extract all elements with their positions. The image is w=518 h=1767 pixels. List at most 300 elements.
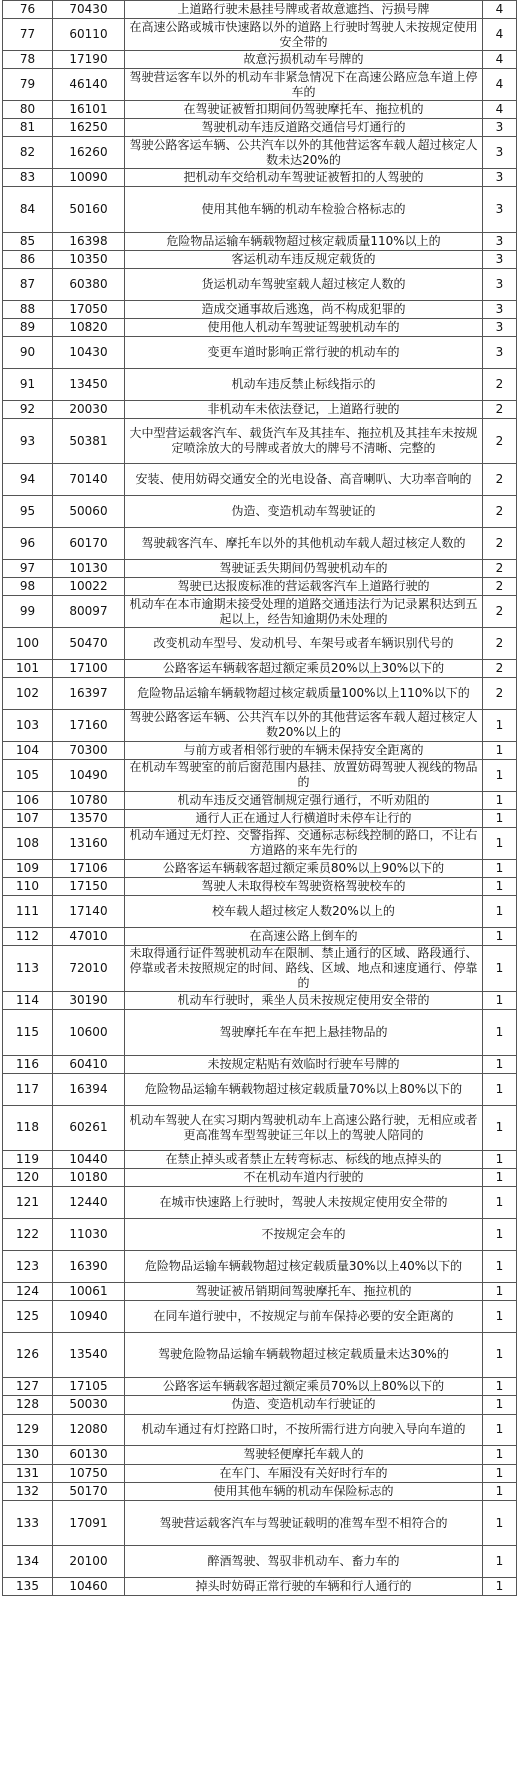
violation-code: 60110 bbox=[53, 19, 125, 51]
table-row bbox=[3, 119, 517, 137]
table-row bbox=[3, 677, 517, 709]
row-number: 85 bbox=[3, 232, 53, 250]
table-row bbox=[3, 19, 517, 51]
violation-code: 10780 bbox=[53, 791, 125, 809]
table-row bbox=[3, 759, 517, 791]
row-number: 128 bbox=[3, 1396, 53, 1414]
table-row bbox=[3, 1500, 517, 1545]
row-number: 76 bbox=[3, 1, 53, 19]
violation-count: 3 bbox=[483, 337, 517, 369]
table-row bbox=[3, 1482, 517, 1500]
table-row bbox=[3, 1332, 517, 1377]
violation-code: 60170 bbox=[53, 528, 125, 560]
table-row bbox=[3, 1578, 517, 1596]
table-row bbox=[3, 1055, 517, 1073]
violation-code: 70140 bbox=[53, 464, 125, 496]
violation-description: 使用其他车辆的机动车检验合格标志的 bbox=[125, 187, 483, 232]
violation-description: 变更车道时影响正常行驶的机动车的 bbox=[125, 337, 483, 369]
table-row bbox=[3, 1251, 517, 1283]
violation-description: 在高速公路上倒车的 bbox=[125, 927, 483, 945]
row-number: 132 bbox=[3, 1482, 53, 1500]
table-row bbox=[3, 69, 517, 101]
violation-code: 13540 bbox=[53, 1332, 125, 1377]
table-row bbox=[3, 1169, 517, 1187]
violation-code: 13160 bbox=[53, 827, 125, 859]
row-number: 93 bbox=[3, 419, 53, 464]
violation-count: 2 bbox=[483, 659, 517, 677]
table-row bbox=[3, 877, 517, 895]
table-row bbox=[3, 528, 517, 560]
violation-code: 47010 bbox=[53, 927, 125, 945]
violation-code: 20100 bbox=[53, 1546, 125, 1578]
violation-description: 在同车道行驶中，不按规定与前车保持必要的安全距离的 bbox=[125, 1301, 483, 1333]
row-number: 94 bbox=[3, 464, 53, 496]
table-row bbox=[3, 1378, 517, 1396]
violation-description: 公路客运车辆载客超过额定乘员20%以上30%以下的 bbox=[125, 659, 483, 677]
violation-code: 10490 bbox=[53, 759, 125, 791]
row-number: 92 bbox=[3, 400, 53, 418]
violation-description: 客运机动车违反规定载货的 bbox=[125, 250, 483, 268]
table-row bbox=[3, 628, 517, 660]
table-row bbox=[3, 1219, 517, 1251]
row-number: 133 bbox=[3, 1500, 53, 1545]
violation-code: 16397 bbox=[53, 677, 125, 709]
row-number: 96 bbox=[3, 528, 53, 560]
violation-code: 60380 bbox=[53, 269, 125, 301]
row-number: 119 bbox=[3, 1151, 53, 1169]
violation-count: 1 bbox=[483, 946, 517, 992]
row-number: 79 bbox=[3, 69, 53, 101]
violation-description: 大中型营运载客汽车、载货汽车及其挂车、拖拉机及其挂车未按规定喷涂放大的号牌或者放大的牌号不清晰、完整的 bbox=[125, 419, 483, 464]
row-number: 123 bbox=[3, 1251, 53, 1283]
violation-count: 1 bbox=[483, 1500, 517, 1545]
violation-code: 60410 bbox=[53, 1055, 125, 1073]
violation-count: 1 bbox=[483, 827, 517, 859]
violation-count: 1 bbox=[483, 1482, 517, 1500]
violation-code: 10180 bbox=[53, 1169, 125, 1187]
violation-description: 驾驶危险物品运输车辆载物超过核定载质量未达30%的 bbox=[125, 1332, 483, 1377]
row-number: 110 bbox=[3, 877, 53, 895]
violation-description: 安装、使用妨碍交通安全的光电设备、高音喇叭、大功率音响的 bbox=[125, 464, 483, 496]
violation-count: 1 bbox=[483, 791, 517, 809]
table-row bbox=[3, 1282, 517, 1300]
violation-description: 在高速公路或城市快速路以外的道路上行驶时驾驶人未按规定使用安全带的 bbox=[125, 19, 483, 51]
violation-code: 12080 bbox=[53, 1414, 125, 1446]
violation-code: 16101 bbox=[53, 100, 125, 118]
violation-description: 驾驶机动车违反道路交通信号灯通行的 bbox=[125, 119, 483, 137]
violation-code: 17105 bbox=[53, 1378, 125, 1396]
violation-code: 16260 bbox=[53, 137, 125, 169]
table-row bbox=[3, 791, 517, 809]
row-number: 118 bbox=[3, 1105, 53, 1150]
violation-description: 驾驶载客汽车、摩托车以外的其他机动车载人超过核定人数的 bbox=[125, 528, 483, 560]
table-row bbox=[3, 496, 517, 528]
row-number: 108 bbox=[3, 827, 53, 859]
violation-description: 非机动车未依法登记，上道路行驶的 bbox=[125, 400, 483, 418]
violation-description: 公路客运车辆载客超过额定乘员80%以上90%以下的 bbox=[125, 859, 483, 877]
table-row bbox=[3, 100, 517, 118]
table-row bbox=[3, 1301, 517, 1333]
violation-description: 不按规定会车的 bbox=[125, 1219, 483, 1251]
table-row bbox=[3, 1464, 517, 1482]
violation-description: 驾驶人未取得校车驾驶资格驾驶校车的 bbox=[125, 877, 483, 895]
violation-description: 不在机动车道内行驶的 bbox=[125, 1169, 483, 1187]
violation-description: 在车门、车厢没有关好时行车的 bbox=[125, 1464, 483, 1482]
row-number: 87 bbox=[3, 269, 53, 301]
row-number: 86 bbox=[3, 250, 53, 268]
row-number: 97 bbox=[3, 559, 53, 577]
violation-description: 机动车行驶时，乘坐人员未按规定使用安全带的 bbox=[125, 992, 483, 1010]
violation-description: 驾驶证被吊销期间驾驶摩托车、拖拉机的 bbox=[125, 1282, 483, 1300]
row-number: 103 bbox=[3, 709, 53, 741]
violation-count: 2 bbox=[483, 419, 517, 464]
violation-code: 17190 bbox=[53, 50, 125, 68]
violation-table bbox=[2, 0, 517, 1596]
violation-count: 1 bbox=[483, 809, 517, 827]
violation-description: 驾驶已达报废标准的营运载客汽车上道路行驶的 bbox=[125, 578, 483, 596]
violation-count: 1 bbox=[483, 927, 517, 945]
row-number: 112 bbox=[3, 927, 53, 945]
table-row bbox=[3, 187, 517, 232]
violation-count: 2 bbox=[483, 578, 517, 596]
violation-code: 10940 bbox=[53, 1301, 125, 1333]
row-number: 127 bbox=[3, 1378, 53, 1396]
table-row bbox=[3, 400, 517, 418]
violation-code: 70430 bbox=[53, 1, 125, 19]
row-number: 89 bbox=[3, 319, 53, 337]
row-number: 109 bbox=[3, 859, 53, 877]
violation-description: 未取得通行证件驾驶机动车在限制、禁止通行的区域、路段通行、停靠或者未按照规定的时间、路线、区域、地点和速度通行、停靠的 bbox=[125, 946, 483, 992]
violation-description: 机动车违反禁止标线指示的 bbox=[125, 369, 483, 401]
violation-description: 驾驶营运客车以外的机动车非紧急情况下在高速公路应急车道上停车的 bbox=[125, 69, 483, 101]
row-number: 83 bbox=[3, 169, 53, 187]
table-row bbox=[3, 137, 517, 169]
row-number: 115 bbox=[3, 1010, 53, 1055]
violation-count: 1 bbox=[483, 1546, 517, 1578]
violation-count: 1 bbox=[483, 759, 517, 791]
violation-description: 危险物品运输车辆载物超过核定载质量100%以上110%以下的 bbox=[125, 677, 483, 709]
table-row bbox=[3, 1446, 517, 1464]
row-number: 78 bbox=[3, 50, 53, 68]
violation-description: 在驾驶证被暂扣期间仍驾驶摩托车、拖拉机的 bbox=[125, 100, 483, 118]
violation-description: 危险物品运输车辆载物超过核定载质量70%以上80%以下的 bbox=[125, 1073, 483, 1105]
table-row bbox=[3, 1396, 517, 1414]
violation-description: 危险物品运输车辆载物超过核定载质量30%以上40%以下的 bbox=[125, 1251, 483, 1283]
violation-code: 60261 bbox=[53, 1105, 125, 1150]
violation-description: 未按规定粘贴有效临时行驶车号牌的 bbox=[125, 1055, 483, 1073]
violation-count: 1 bbox=[483, 1464, 517, 1482]
violation-count: 2 bbox=[483, 464, 517, 496]
table-row bbox=[3, 741, 517, 759]
table-row bbox=[3, 300, 517, 318]
violation-count: 4 bbox=[483, 100, 517, 118]
violation-code: 10600 bbox=[53, 1010, 125, 1055]
violation-description: 驾驶营运载客汽车与驾驶证载明的准驾车型不相符合的 bbox=[125, 1500, 483, 1545]
row-number: 95 bbox=[3, 496, 53, 528]
violation-code: 11030 bbox=[53, 1219, 125, 1251]
violation-description: 造成交通事故后逃逸，尚不构成犯罪的 bbox=[125, 300, 483, 318]
violation-code: 60130 bbox=[53, 1446, 125, 1464]
violation-description: 驾驶证丢失期间仍驾驶机动车的 bbox=[125, 559, 483, 577]
table-row bbox=[3, 1151, 517, 1169]
violation-count: 2 bbox=[483, 596, 517, 628]
violation-count: 1 bbox=[483, 1151, 517, 1169]
row-number: 106 bbox=[3, 791, 53, 809]
violation-description: 醉酒驾驶、驾驭非机动车、畜力车的 bbox=[125, 1546, 483, 1578]
table-row bbox=[3, 809, 517, 827]
violation-count: 2 bbox=[483, 528, 517, 560]
violation-count: 1 bbox=[483, 859, 517, 877]
violation-description: 使用他人机动车驾驶证驾驶机动车的 bbox=[125, 319, 483, 337]
violation-code: 50470 bbox=[53, 628, 125, 660]
violation-description: 机动车违反交通管制规定强行通行，不听劝阻的 bbox=[125, 791, 483, 809]
violation-count: 3 bbox=[483, 119, 517, 137]
row-number: 114 bbox=[3, 992, 53, 1010]
table-row bbox=[3, 1105, 517, 1150]
table-body bbox=[3, 1, 517, 1596]
violation-count: 2 bbox=[483, 369, 517, 401]
violation-count: 4 bbox=[483, 50, 517, 68]
row-number: 121 bbox=[3, 1187, 53, 1219]
violation-description: 把机动车交给机动车驾驶证被暂扣的人驾驶的 bbox=[125, 169, 483, 187]
violation-code: 70300 bbox=[53, 741, 125, 759]
table-row bbox=[3, 709, 517, 741]
row-number: 80 bbox=[3, 100, 53, 118]
row-number: 100 bbox=[3, 628, 53, 660]
table-row bbox=[3, 1, 517, 19]
violation-code: 50170 bbox=[53, 1482, 125, 1500]
row-number: 120 bbox=[3, 1169, 53, 1187]
violation-code: 80097 bbox=[53, 596, 125, 628]
violation-count: 1 bbox=[483, 1446, 517, 1464]
violation-code: 10460 bbox=[53, 1578, 125, 1596]
table-row bbox=[3, 927, 517, 945]
violation-code: 46140 bbox=[53, 69, 125, 101]
violation-count: 1 bbox=[483, 1105, 517, 1150]
row-number: 124 bbox=[3, 1282, 53, 1300]
table-row bbox=[3, 1073, 517, 1105]
violation-count: 1 bbox=[483, 1055, 517, 1073]
violation-code: 10440 bbox=[53, 1151, 125, 1169]
table-row bbox=[3, 319, 517, 337]
violation-count: 3 bbox=[483, 250, 517, 268]
row-number: 88 bbox=[3, 300, 53, 318]
violation-count: 1 bbox=[483, 877, 517, 895]
violation-description: 伪造、变造机动车驾驶证的 bbox=[125, 496, 483, 528]
table-row bbox=[3, 50, 517, 68]
row-number: 102 bbox=[3, 677, 53, 709]
violation-code: 17100 bbox=[53, 659, 125, 677]
violation-count: 4 bbox=[483, 1, 517, 19]
violation-code: 50060 bbox=[53, 496, 125, 528]
violation-code: 17150 bbox=[53, 877, 125, 895]
row-number: 134 bbox=[3, 1546, 53, 1578]
violation-count: 3 bbox=[483, 232, 517, 250]
violation-code: 30190 bbox=[53, 992, 125, 1010]
violation-description: 上道路行驶未悬挂号牌或者故意遮挡、污损号牌 bbox=[125, 1, 483, 19]
row-number: 81 bbox=[3, 119, 53, 137]
violation-code: 10090 bbox=[53, 169, 125, 187]
violation-count: 3 bbox=[483, 169, 517, 187]
violation-description: 伪造、变造机动车行驶证的 bbox=[125, 1396, 483, 1414]
violation-count: 3 bbox=[483, 319, 517, 337]
table-row bbox=[3, 896, 517, 928]
table-row bbox=[3, 559, 517, 577]
violation-count: 4 bbox=[483, 69, 517, 101]
violation-count: 2 bbox=[483, 559, 517, 577]
table-row bbox=[3, 578, 517, 596]
violation-description: 机动车在本市逾期未接受处理的道路交通违法行为记录累积达到五起以上，经告知逾期仍未处理的 bbox=[125, 596, 483, 628]
violation-count: 1 bbox=[483, 1378, 517, 1396]
violation-count: 2 bbox=[483, 677, 517, 709]
violation-description: 驾驶轻便摩托车载人的 bbox=[125, 1446, 483, 1464]
row-number: 98 bbox=[3, 578, 53, 596]
row-number: 99 bbox=[3, 596, 53, 628]
row-number: 111 bbox=[3, 896, 53, 928]
row-number: 90 bbox=[3, 337, 53, 369]
violation-count: 1 bbox=[483, 1187, 517, 1219]
table-row bbox=[3, 1010, 517, 1055]
violation-description: 驾驶公路客运车辆、公共汽车以外的其他营运客车载人超过核定人数未达20%的 bbox=[125, 137, 483, 169]
violation-code: 12440 bbox=[53, 1187, 125, 1219]
table-row bbox=[3, 464, 517, 496]
row-number: 107 bbox=[3, 809, 53, 827]
table-row bbox=[3, 269, 517, 301]
violation-description: 驾驶摩托车在车把上悬挂物品的 bbox=[125, 1010, 483, 1055]
violation-count: 1 bbox=[483, 741, 517, 759]
table-row bbox=[3, 337, 517, 369]
violation-code: 17106 bbox=[53, 859, 125, 877]
table-row bbox=[3, 419, 517, 464]
row-number: 125 bbox=[3, 1301, 53, 1333]
violation-count: 1 bbox=[483, 1301, 517, 1333]
violation-code: 17091 bbox=[53, 1500, 125, 1545]
violation-code: 10022 bbox=[53, 578, 125, 596]
row-number: 113 bbox=[3, 946, 53, 992]
violation-description: 改变机动车型号、发动机号、车架号或者车辆识别代号的 bbox=[125, 628, 483, 660]
violation-count: 3 bbox=[483, 137, 517, 169]
violation-count: 1 bbox=[483, 1578, 517, 1596]
row-number: 135 bbox=[3, 1578, 53, 1596]
violation-count: 2 bbox=[483, 496, 517, 528]
violation-description: 与前方或者相邻行驶的车辆未保持安全距离的 bbox=[125, 741, 483, 759]
row-number: 91 bbox=[3, 369, 53, 401]
violation-description: 掉头时妨碍正常行驶的车辆和行人通行的 bbox=[125, 1578, 483, 1596]
violation-code: 10350 bbox=[53, 250, 125, 268]
row-number: 126 bbox=[3, 1332, 53, 1377]
violation-description: 在禁止掉头或者禁止左转弯标志、标线的地点掉头的 bbox=[125, 1151, 483, 1169]
violation-description: 故意污损机动车号牌的 bbox=[125, 50, 483, 68]
row-number: 131 bbox=[3, 1464, 53, 1482]
violation-count: 1 bbox=[483, 1414, 517, 1446]
violation-code: 10130 bbox=[53, 559, 125, 577]
table-row bbox=[3, 232, 517, 250]
violation-count: 1 bbox=[483, 1396, 517, 1414]
violation-count: 2 bbox=[483, 628, 517, 660]
table-row bbox=[3, 1187, 517, 1219]
violation-code: 13450 bbox=[53, 369, 125, 401]
row-number: 130 bbox=[3, 1446, 53, 1464]
table-row bbox=[3, 946, 517, 992]
violation-code: 10430 bbox=[53, 337, 125, 369]
violation-description: 驾驶公路客运车辆、公共汽车以外的其他营运客车载人超过核定人数20%以上的 bbox=[125, 709, 483, 741]
violation-count: 1 bbox=[483, 1219, 517, 1251]
violation-description: 危险物品运输车辆载物超过核定载质量110%以上的 bbox=[125, 232, 483, 250]
violation-code: 16390 bbox=[53, 1251, 125, 1283]
violation-description: 校车载人超过核定人数20%以上的 bbox=[125, 896, 483, 928]
violation-code: 13570 bbox=[53, 809, 125, 827]
violation-count: 1 bbox=[483, 992, 517, 1010]
violation-description: 公路客运车辆载客超过额定乘员70%以上80%以下的 bbox=[125, 1378, 483, 1396]
violation-code: 16398 bbox=[53, 232, 125, 250]
table-row bbox=[3, 596, 517, 628]
violation-description: 在城市快速路上行驶时，驾驶人未按规定使用安全带的 bbox=[125, 1187, 483, 1219]
violation-count: 2 bbox=[483, 400, 517, 418]
violation-description: 在机动车驾驶室的前后窗范围内悬挂、放置妨碍驾驶人视线的物品的 bbox=[125, 759, 483, 791]
violation-code: 16394 bbox=[53, 1073, 125, 1105]
row-number: 117 bbox=[3, 1073, 53, 1105]
violation-description: 机动车通过无灯控、交警指挥、交通标志标线控制的路口，不让右方道路的来车先行的 bbox=[125, 827, 483, 859]
violation-count: 3 bbox=[483, 187, 517, 232]
violation-code: 16250 bbox=[53, 119, 125, 137]
table-row bbox=[3, 169, 517, 187]
violation-code: 20030 bbox=[53, 400, 125, 418]
violation-description: 机动车驾驶人在实习期内驾驶机动车上高速公路行驶，无相应或者更高准驾车型驾驶证三年以上的驾驶人陪同的 bbox=[125, 1105, 483, 1150]
table-row bbox=[3, 659, 517, 677]
violation-count: 1 bbox=[483, 709, 517, 741]
violation-code: 50160 bbox=[53, 187, 125, 232]
row-number: 105 bbox=[3, 759, 53, 791]
violation-code: 10061 bbox=[53, 1282, 125, 1300]
violation-count: 1 bbox=[483, 1332, 517, 1377]
row-number: 104 bbox=[3, 741, 53, 759]
violation-count: 1 bbox=[483, 1073, 517, 1105]
row-number: 77 bbox=[3, 19, 53, 51]
row-number: 101 bbox=[3, 659, 53, 677]
table-row bbox=[3, 369, 517, 401]
violation-code: 10750 bbox=[53, 1464, 125, 1482]
violation-code: 17140 bbox=[53, 896, 125, 928]
table-row bbox=[3, 859, 517, 877]
row-number: 82 bbox=[3, 137, 53, 169]
violation-count: 1 bbox=[483, 896, 517, 928]
violation-description: 使用其他车辆的机动车保险标志的 bbox=[125, 1482, 483, 1500]
violation-code: 50381 bbox=[53, 419, 125, 464]
violation-count: 3 bbox=[483, 300, 517, 318]
row-number: 122 bbox=[3, 1219, 53, 1251]
violation-count: 4 bbox=[483, 19, 517, 51]
violation-description: 货运机动车驾驶室载人超过核定人数的 bbox=[125, 269, 483, 301]
violation-description: 机动车通过有灯控路口时，不按所需行进方向驶入导向车道的 bbox=[125, 1414, 483, 1446]
violation-code: 50030 bbox=[53, 1396, 125, 1414]
table-row bbox=[3, 992, 517, 1010]
row-number: 116 bbox=[3, 1055, 53, 1073]
violation-count: 1 bbox=[483, 1169, 517, 1187]
violation-description: 通行人正在通过人行横道时未停车让行的 bbox=[125, 809, 483, 827]
violation-code: 17050 bbox=[53, 300, 125, 318]
row-number: 129 bbox=[3, 1414, 53, 1446]
table-row bbox=[3, 250, 517, 268]
table-row bbox=[3, 1546, 517, 1578]
row-number: 84 bbox=[3, 187, 53, 232]
table-row bbox=[3, 1414, 517, 1446]
violation-count: 1 bbox=[483, 1010, 517, 1055]
violation-code: 72010 bbox=[53, 946, 125, 992]
violation-count: 3 bbox=[483, 269, 517, 301]
violation-count: 1 bbox=[483, 1251, 517, 1283]
violation-code: 10820 bbox=[53, 319, 125, 337]
violation-count: 1 bbox=[483, 1282, 517, 1300]
